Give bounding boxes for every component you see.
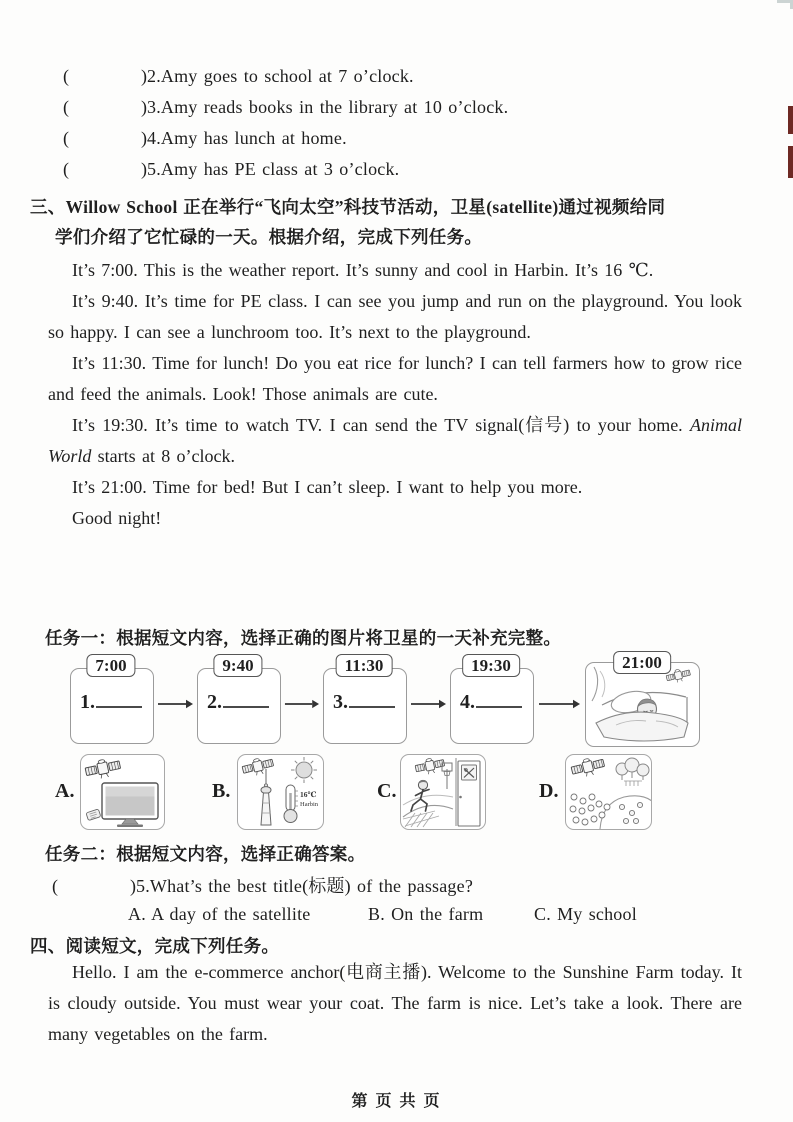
farm-illustration [566, 755, 651, 829]
timeline-slot-1 [70, 668, 154, 744]
item-text: What’s the best title(标题) of the passage? [149, 876, 474, 896]
satellite-icon [414, 756, 445, 777]
answer-blank [207, 691, 269, 714]
arrow-right-icon [283, 697, 320, 711]
item-number: 5. [147, 159, 161, 179]
passage-text: starts at 8 o’clock. [91, 446, 236, 466]
time-tab: 9:40 [213, 654, 262, 677]
passage-paragraph: It’s 7:00. This is the weather report. It’s sunny and cool in Harbin. It’s 16 ℃. [72, 260, 654, 280]
time-tab: 21:00 [613, 651, 671, 674]
answer-paren: ( ) [63, 66, 147, 86]
option-label-c: C. [377, 780, 397, 802]
tv-show-title: Animal World [48, 415, 742, 466]
answer-blank [333, 691, 395, 714]
answer-blank [80, 691, 142, 714]
arrow-right-icon [156, 697, 194, 711]
item-text: Amy has PE class at 3 o’clock. [160, 159, 400, 179]
sleeping-child-illustration [586, 663, 696, 743]
section3-heading-line1: 三、Willow School 正在举行“飞向太空”科技节活动，卫星(satellite)通过视频给同 [30, 197, 666, 217]
passage-paragraph: It’s 11:30. Time for lunch! Do you eat rice for lunch? I can tell farmers how to grow rice and feed the animals. Look! Those animals are cute. [48, 353, 742, 404]
q5-option-a: A. A day of the satellite [128, 904, 311, 924]
timeline-slot-3 [323, 668, 407, 744]
thermometer-temp-label: 16℃ [300, 790, 317, 799]
passage-paragraph: Hello. I am the e-commerce anchor(电商主播). Welcome to the Sunshine Farm today. It is cloudy outside. You must wear your coat. The farm is nice. Let’s take a look. There are many vegetables on the farm. [48, 962, 742, 1044]
blank-number: 3. [333, 691, 348, 713]
blank-line [349, 691, 395, 708]
passage-paragraph: It’s 21:00. Time for bed! But I can’t sleep. I want to help you more. [72, 477, 583, 497]
picture-option-c [400, 754, 486, 830]
time-tab: 11:30 [336, 654, 393, 677]
option-label-d: D. [539, 780, 559, 802]
satellite-icon [570, 755, 606, 780]
answer-paren: ( ) [63, 159, 147, 179]
task1-label: 任务一：根据短文内容，选择正确的图片将卫星的一天补充完整。 [45, 628, 562, 648]
scan-artifact-mark [788, 146, 793, 178]
question-5 [52, 872, 473, 898]
question-item-4 [63, 128, 347, 149]
picture-option-b [237, 754, 324, 830]
blank-number: 2. [207, 691, 222, 713]
arrow-right-icon [537, 697, 581, 711]
blank-line [96, 691, 142, 708]
satellite-passage [48, 255, 742, 534]
item-text: Amy has lunch at home. [160, 128, 347, 148]
q5-option-c: C. My school [534, 904, 637, 924]
item-number: 3. [147, 97, 161, 117]
section3-heading-line2: 学们介绍了它忙碌的一天。根据介绍，完成下列任务。 [55, 227, 483, 247]
answer-paren: ( ) [52, 876, 136, 896]
passage-paragraph: It’s 9:40. It’s time for PE class. I can see you jump and run on the playground. You look so happy. I can see a lunchroom too. It’s next to the playground. [48, 291, 742, 342]
blank-number: 1. [80, 691, 95, 713]
tv-illustration [81, 755, 164, 829]
question-item-2 [63, 66, 414, 87]
passage-text: It’s 19:30. It’s time to watch TV. I can send the TV signal(信号) to your home. [72, 415, 690, 435]
passage-paragraph [48, 410, 742, 472]
timeline-slot-2 [197, 668, 281, 744]
farm-passage [48, 957, 742, 1050]
item-number: 5. [136, 876, 150, 896]
scan-artifact-mark [788, 106, 793, 134]
question-item-3 [63, 97, 508, 118]
item-text: Amy reads books in the library at 10 o’clock. [160, 97, 509, 117]
satellite-icon [84, 756, 122, 781]
page-footer: 第 页 共 页 [351, 1093, 442, 1110]
thermometer-city-label: Harbin [300, 801, 319, 808]
item-number: 2. [147, 66, 161, 86]
picture-option-a [80, 754, 165, 830]
blank-number: 4. [460, 691, 475, 713]
sleeping-scene-box [585, 662, 700, 747]
task2-label: 任务二：根据短文内容，选择正确答案。 [45, 844, 366, 864]
answer-paren: ( ) [63, 128, 147, 148]
time-tab: 7:00 [86, 654, 135, 677]
item-number: 4. [147, 128, 161, 148]
arrow-right-icon [409, 697, 447, 711]
question-item-5 [63, 159, 399, 180]
satellite-icon [241, 755, 275, 778]
playground-illustration [401, 755, 485, 829]
option-label-a: A. [55, 780, 75, 802]
blank-line [223, 691, 269, 708]
time-tab: 19:30 [462, 654, 520, 677]
timeline-slot-4 [450, 668, 534, 744]
item-text: Amy goes to school at 7 o’clock. [160, 66, 414, 86]
answer-paren: ( ) [63, 97, 147, 117]
q5-option-b: B. On the farm [368, 904, 484, 924]
section4-heading: 四、阅读短文，完成下列任务。 [30, 936, 280, 956]
answer-blank [460, 691, 522, 714]
picture-option-d [565, 754, 652, 830]
passage-paragraph: Good night! [72, 508, 162, 528]
option-label-b: B. [212, 780, 231, 802]
tower-weather-illustration [238, 755, 323, 829]
blank-line [476, 691, 522, 708]
